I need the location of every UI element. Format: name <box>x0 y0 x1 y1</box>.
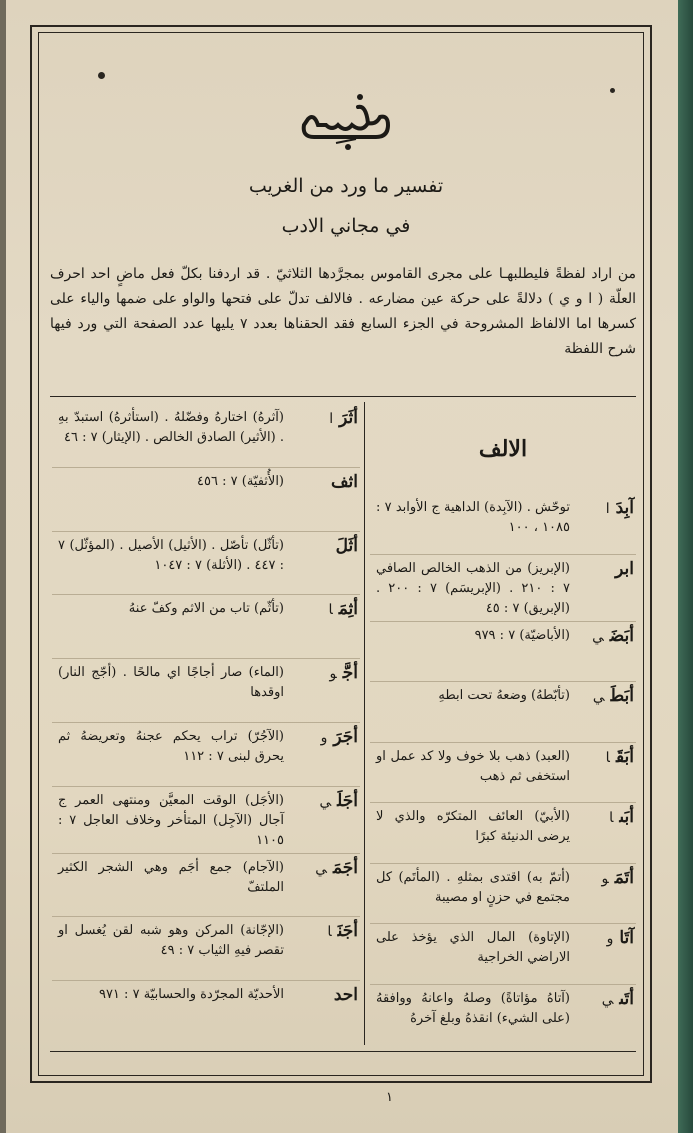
index-entry <box>370 803 636 864</box>
entry-vowel-mark: ا <box>605 749 610 766</box>
index-entry <box>370 494 636 555</box>
entry-root-word <box>576 928 636 948</box>
entry-root-word <box>576 559 636 579</box>
entry-headword: أثِمَ <box>338 599 358 620</box>
entry-root-word <box>290 408 360 428</box>
index-entry <box>370 924 636 985</box>
column-divider <box>364 402 365 1045</box>
entry-root-word <box>290 727 360 747</box>
entry-headword: أتَى <box>619 988 634 1009</box>
entry-root-word <box>576 989 636 1009</box>
intro-paragraph: من اراد لفظةً فليطلبهـا على مجرى القاموس بمجرَّدها الثلاثيّ . قد اردفنا بكلّ فعل ماضٍ احد احرف العلّة ( ا و ي ) دلالةً على حركة عين مضارعه . فالالف تدلّ على فتحها والواو على ضمها والياء على كسرها اما الالفاظ المشروحة في الجزء السابع فقد الحقناها بعدد ٧ يليها عدد الصفحة التي ورد فيها شرح اللفظة <box>50 266 636 357</box>
entry-headword: أجَّ <box>342 663 358 684</box>
index-entry <box>370 682 636 743</box>
entry-root-word <box>576 747 636 767</box>
index-entry <box>52 404 360 468</box>
entry-definition: (العبد) ذهب بلا خوف ولا كد عمل او استخفى ثم ذهب <box>376 748 570 784</box>
entry-vowel-mark: ي <box>601 991 614 1008</box>
entry-headword: ابر <box>615 558 634 579</box>
page-number: ١ <box>386 1090 393 1105</box>
index-entry <box>52 787 360 854</box>
entry-root-word <box>576 686 636 706</box>
entry-definition: (الأباضيّة) ٧ : ٩٧٩ <box>474 627 570 643</box>
divider-top <box>50 396 636 397</box>
entry-vowel-mark: ا <box>328 602 333 619</box>
entry-vowel-mark: ا <box>609 810 614 826</box>
entry-headword: احد <box>333 985 358 1006</box>
entry-vowel-mark: و <box>329 666 337 683</box>
entry-root-word <box>290 791 360 811</box>
entry-headword: أثَلَ <box>335 535 358 556</box>
entry-definition: (تأثّل) تأصّل . (الأثيل) الأصيل . (المؤثّل) ٧ : ٤٤٧ . (الأثلة) ٧ : ١٠٤٧ <box>58 537 284 573</box>
entry-root-word <box>576 807 636 827</box>
entry-definition: (الآجُرّ) تراب يحكم عجنهُ وتعريضهُ ثم يحرق لبنى ٧ : ١١٢ <box>58 728 284 764</box>
entry-definition: (تأبّطهُ) وضعهُ تحت ابطهِ <box>438 688 570 703</box>
entry-headword: أبَقَ <box>615 746 634 767</box>
entry-headword: أبَطَ <box>610 686 634 706</box>
entry-definition: (الآجام) جمع أجَم وهي الشجر الكثير الملتفّ <box>58 859 284 895</box>
entry-headword: آبِدَ <box>615 498 634 518</box>
index-entry <box>370 743 636 804</box>
entry-headword: أبَضَ <box>609 625 634 646</box>
entry-definition: (تأثّم) تاب من الاثم وكفّ عنهُ <box>128 601 284 617</box>
index-entry <box>52 981 360 1044</box>
entry-definition: (الأُثفيّة) ٧ : ٤٥٦ <box>197 473 284 489</box>
entry-root-word <box>290 985 360 1005</box>
entry-headword: أجَلَ <box>337 790 358 811</box>
entry-definition: (أتمّ به) اقتدى بمثلهِ . (المأتَم) كل مجتمع في حزنٍ او مصيبة <box>376 869 570 905</box>
index-column-right <box>370 404 636 1044</box>
entry-headword: أبَى <box>619 807 634 827</box>
entry-vowel-mark: ي <box>592 689 605 705</box>
entry-root-word <box>576 498 636 518</box>
index-entry <box>52 468 360 532</box>
index-entry <box>370 864 636 925</box>
entry-definition: توحّش . (الآبِدة) الداهية ج الأوابد ٧ : ١٠٨٥ ، ١٠٠ <box>376 500 570 535</box>
entry-root-word <box>290 599 360 619</box>
ink-spot <box>610 88 615 93</box>
entry-root-word <box>290 536 360 556</box>
entry-definition: (آثرهُ) اختارهُ وفضّلهُ . (استأثرهُ) استبدّ بهِ . (الأثير) الصادق الخالص . (الإيثار) ٧ : ٤٦ <box>58 410 284 445</box>
entry-vowel-mark: ي <box>319 793 332 810</box>
index-entry <box>370 622 636 683</box>
entry-definition: (آتاهُ مؤاتاةً) وصلهُ واعانهُ ووافقهُ (على الشيء) انقذهُ وبلغ آخرهُ <box>376 990 570 1026</box>
subtitle: تفسير ما ورد من الغريب <box>248 175 444 197</box>
entry-headword: آتَا <box>619 928 634 948</box>
section-title: الالف <box>478 436 528 462</box>
index-column-left <box>52 404 360 1044</box>
entry-vowel-mark: ا <box>329 411 334 427</box>
entry-headword: أجَنَ <box>337 921 358 942</box>
entry-definition: (الماء) صار أجاجًا اي مالحًا . (أجّج النار) اوقدها <box>58 665 284 701</box>
index-entry <box>52 917 360 981</box>
entry-root-word <box>576 626 636 646</box>
entry-vowel-mark: و <box>601 870 609 887</box>
entry-definition: (الإجّانة) المركن وهو شبه لقن يُغسل او تقصر فيهِ الثياب ٧ : ٤٩ <box>58 923 284 959</box>
entry-headword: أثَرَ <box>339 408 358 428</box>
entry-headword: أجَرَ <box>333 726 358 747</box>
index-entry <box>52 532 360 596</box>
entry-root-word <box>290 921 360 941</box>
entry-vowel-mark: ي <box>315 860 327 877</box>
entry-root-word <box>576 868 636 888</box>
entry-root-word <box>290 472 360 492</box>
index-entry <box>52 854 360 918</box>
entry-headword: اثف <box>330 471 358 492</box>
entry-definition: (الإبريز) من الذهب الخالص الصافي ٧ : ٢١٠ . (الإبريسَم) ٧ : ٢٠٠ . (الإبريق) ٧ : ٤٥ <box>376 560 571 616</box>
index-entry <box>370 555 636 622</box>
entry-headword: أتَمَ <box>614 867 634 888</box>
book-spine <box>678 0 693 1133</box>
index-entry <box>370 985 636 1045</box>
entry-definition: (الإتاوة) المال الذي يؤخذ على الاراضي الخراجية <box>376 930 570 965</box>
divider-bottom <box>50 1051 636 1052</box>
entry-vowel-mark: ي <box>592 628 604 645</box>
entry-definition: (الأبيّ) العائف المتكرّه والذي لا يرضى الدنيئة كبرًا <box>376 809 570 844</box>
entry-definition: (الأجَل) الوقت المعيَّن ومنتهى العمر ج آجال (الآجِل) المتأخر وخلاف العاجل ٧ : ١١٠٥ <box>58 792 284 848</box>
index-entry <box>52 659 360 723</box>
subtitle-book: في مجاني الادب <box>281 215 411 237</box>
entry-vowel-mark: ا <box>605 501 610 517</box>
entry-vowel-mark: ا <box>327 924 332 941</box>
entry-root-word <box>290 663 360 683</box>
entry-vowel-mark: و <box>606 931 614 947</box>
entry-root-word <box>290 858 360 878</box>
entry-headword: أجَمَ <box>332 857 358 878</box>
index-entry <box>52 723 360 787</box>
entry-definition: الأحديّة المجرّدة والحسابيّة ٧ : ٩٧١ <box>98 987 284 1003</box>
entry-vowel-mark: و <box>320 729 328 746</box>
ink-spot <box>98 72 105 79</box>
index-entry <box>52 595 360 659</box>
